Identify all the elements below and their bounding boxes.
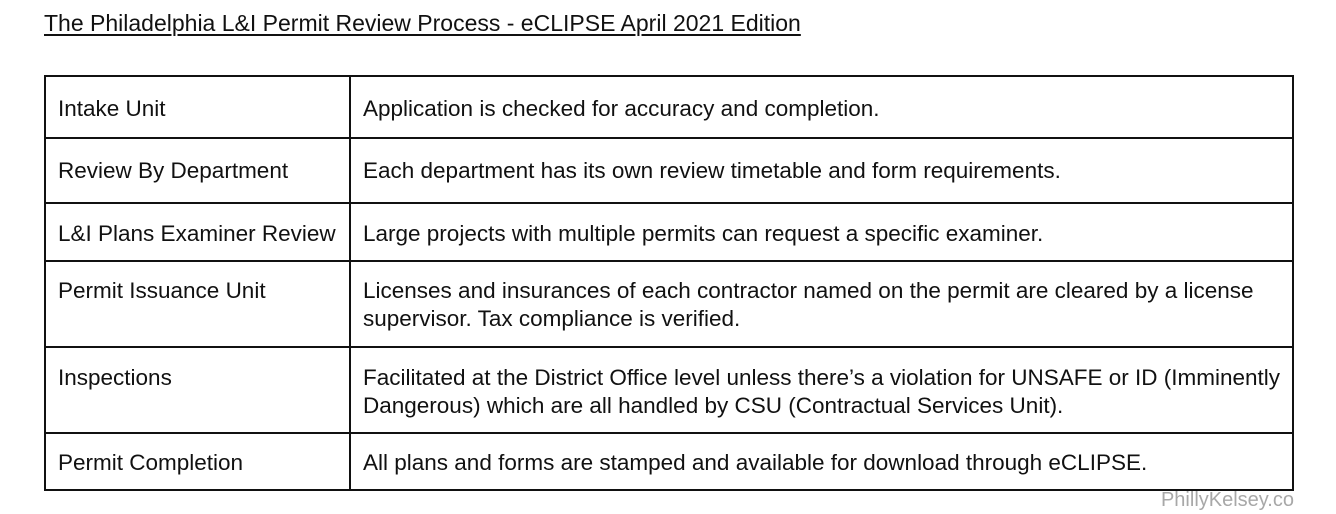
stage-cell: Permit Completion bbox=[45, 433, 350, 490]
stage-cell: L&I Plans Examiner Review bbox=[45, 203, 350, 261]
table-row bbox=[45, 203, 1293, 261]
permit-process-table bbox=[44, 75, 1294, 491]
table-row bbox=[45, 433, 1293, 490]
watermark: PhillyKelsey.co bbox=[1160, 489, 1294, 511]
table-row bbox=[45, 138, 1293, 203]
stage-cell: Review By Department bbox=[45, 138, 350, 203]
table-row bbox=[45, 76, 1293, 138]
description-cell: Large projects with multiple permits can request a specific examiner. bbox=[350, 203, 1293, 261]
stage-cell: Inspections bbox=[45, 347, 350, 433]
description-cell: Licenses and insurances of each contractor named on the permit are cleared by a license supervisor. Tax compliance is verified. bbox=[350, 261, 1293, 347]
description-cell: All plans and forms are stamped and available for download through eCLIPSE. bbox=[350, 433, 1293, 490]
stage-cell: Intake Unit bbox=[45, 76, 350, 138]
description-cell: Application is checked for accuracy and completion. bbox=[350, 76, 1293, 138]
table-body bbox=[45, 76, 1293, 490]
table-row bbox=[45, 347, 1293, 433]
description-cell: Each department has its own review timetable and form requirements. bbox=[350, 138, 1293, 203]
description-cell: Facilitated at the District Office level unless there’s a violation for UNSAFE or ID (Imminently Dangerous) which are all handled by CSU (Contractual Services Unit). bbox=[350, 347, 1293, 433]
stage-cell: Permit Issuance Unit bbox=[45, 261, 350, 347]
document-title: The Philadelphia L&I Permit Review Process - eCLIPSE April 2021 Edition bbox=[44, 10, 801, 36]
table-row bbox=[45, 261, 1293, 347]
